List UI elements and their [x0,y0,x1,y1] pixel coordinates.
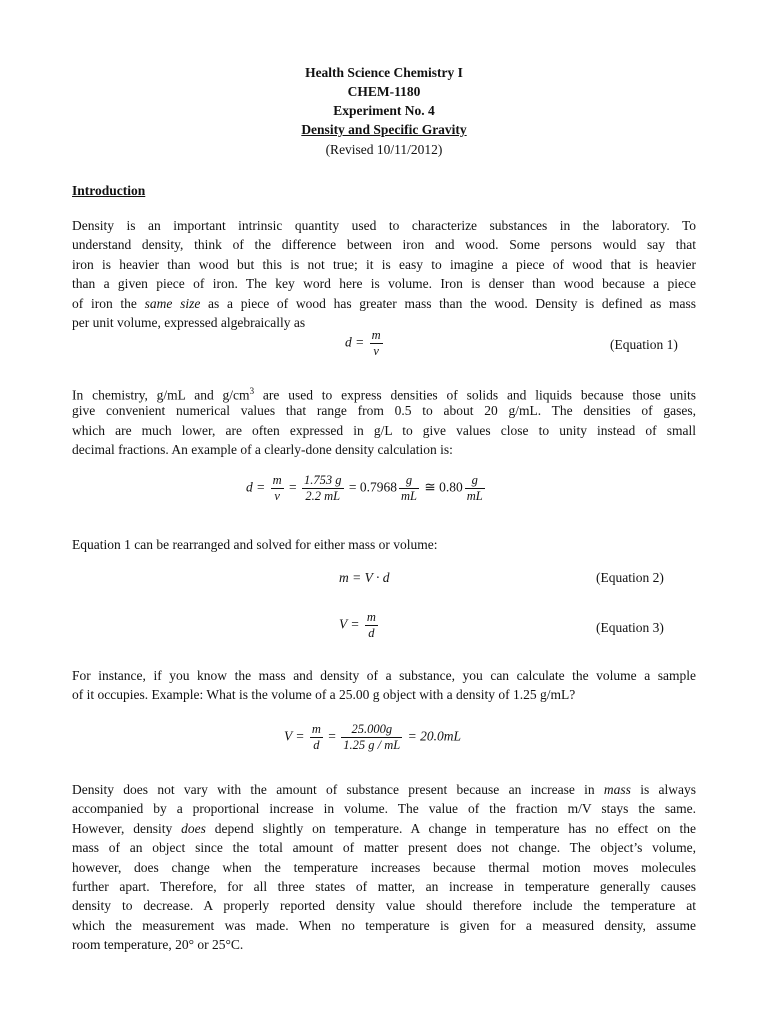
text-line: which are much lower, are often expressed in g/L to give values close to unity instead of small [72,422,696,438]
text-line: density to decrease. A properly reported density value should therefore include the temperature at [72,898,696,914]
text-line: than a given piece of iron. The key word here is volume. Iron is denser than wood because a piece [72,276,696,292]
text-line: However, density does depend slightly on temperature. A change in temperature has no effect on the [72,820,696,836]
text-line: decimal fractions. An example of a clearly-done density calculation is: [72,442,453,458]
course-title: Health Science Chemistry I [305,65,463,80]
revision-date: (Revised 10/11/2012) [325,142,443,157]
section-heading-introduction: Introduction [72,183,146,198]
text-line: iron is heavier than wood but this is not true; it is easy to imagine a piece of wood that is heavier [72,256,696,272]
equation-volume-example: V = $\frac{m}{d}$ = $\frac{25.000g}{1.25 g / mL}$ = 20.0mL [284,722,461,752]
course-code: CHEM-1180 [347,84,421,99]
paragraph-volume-example [72,666,696,705]
text-line: which the measurement was made. When no temperature is given for a measured density, assume [72,917,696,933]
equation-2-label: (Equation 2) [596,570,664,585]
text-line: understand density, think of the difference between iron and wood. Some persons would say that [72,237,696,253]
text-line: For instance, if you know the mass and density of a substance, you can calculate the volume a sample [72,668,696,683]
text-line: further apart. Therefore, for all three states of matter, an increase in temperature generally causes [72,878,696,894]
experiment-title: Density and Specific Gravity [301,122,467,137]
emphasis-does: does [181,820,206,836]
paragraph-intro [72,216,696,332]
equation-1: d = $\frac{m}{v}$ [345,328,381,358]
text-line: accompanied by a proportional increase in volume. The value of the fraction m/V stays the same. [72,801,696,817]
text-line: Density does not vary with the amount of substance present because an increase in mass is always [72,782,696,797]
paragraph-rearrange [72,535,696,554]
text-line: In chemistry, g/mL and $g/cm^3$ are used to express densities of solids and liquids because those units [72,386,697,403]
text-line: give convenient numerical values that range from 0.5 to about 20 g/mL. The densities of gases, [72,403,696,419]
text-line: per unit volume, expressed algebraically as [72,314,306,330]
text-line: of iron the same size as a piece of wood has greater mass than the wood. Density is defined as mass [72,295,696,311]
text-line: room temperature, 20° or 25°C. [72,937,244,953]
equation-2: m = V · d [339,570,390,585]
equation-density-example: d = $\frac{m}{v}$ = $\frac{1.753 g}{2.2 mL}$ = 0.7968 $\frac{g}{mL}$ ≅ 0.80 $\frac{g}{mL}$ [246,473,483,503]
experiment-number: Experiment No. 4 [333,103,435,118]
paragraph-temperature [72,780,696,955]
equation-3-label: (Equation 3) [596,620,664,635]
emphasis-mass: mass [603,782,631,797]
emphasis-same-size: same size [144,295,201,311]
text-line: Equation 1 can be rearranged and solved for either mass or volume: [72,537,438,552]
equation-1-label: (Equation 1) [610,337,678,352]
text-line: of it occupies. Example: What is the volume of a 25.00 g object with a density of 1.25 g/mL? [72,687,576,703]
equation-3: V = $\frac{m}{d}$ [339,610,376,640]
paragraph-units [72,382,696,460]
text-line: however, does change when the temperature increases because thermal motion moves molecules [72,859,696,875]
text-line: mass of an object since the total amount of matter present does not change. The object’s volume, [72,840,696,856]
text-line: Density is an important intrinsic quantity used to characterize substances in the laboratory. To [72,218,696,233]
